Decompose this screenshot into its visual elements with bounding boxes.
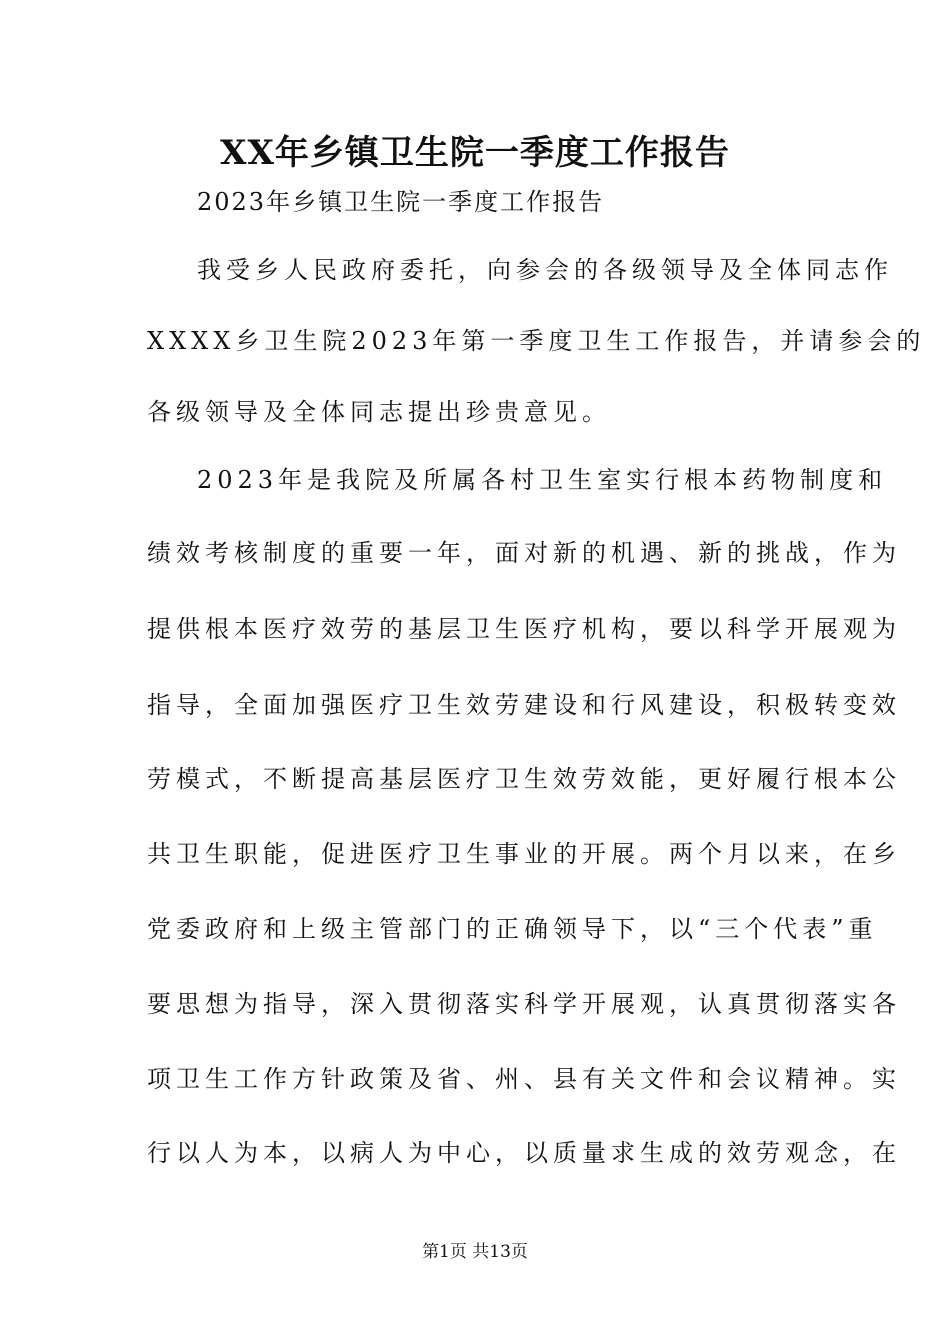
paragraph-2-line-5: 劳模式，不断提高基层医疗卫生效劳效能，更好履行根本公: [147, 765, 901, 793]
document-subtitle: 2023年乡镇卫生院一季度工作报告: [197, 188, 605, 216]
paragraph-2-line-9: 项卫生工作方针政策及省、州、县有关文件和会议精神。实: [147, 1065, 901, 1093]
paragraph-2-line-2: 绩效考核制度的重要一年，面对新的机遇、新的挑战，作为: [147, 539, 901, 567]
paragraph-2-line-7: 党委政府和上级主管部门的正确领导下，以“三个代表”重: [147, 915, 878, 943]
paragraph-1-line-3: 各级领导及全体同志提出珍贵意见。: [147, 398, 611, 426]
page-number-footer: 第1页 共13页: [422, 1242, 528, 1262]
paragraph-2-line-6: 共卫生职能，促进医疗卫生事业的开展。两个月以来，在乡: [147, 840, 901, 868]
paragraph-1-line-1: 我受乡人民政府委托，向参会的各级领导及全体同志作: [197, 256, 893, 284]
paragraph-2-line-3: 提供根本医疗效劳的基层卫生医疗机构，要以科学开展观为: [147, 615, 901, 643]
paragraph-2-line-8: 要思想为指导，深入贯彻落实科学开展观，认真贯彻落实各: [147, 990, 901, 1018]
paragraph-2-line-10: 行以人为本，以病人为中心，以质量求生成的效劳观念，在: [147, 1139, 901, 1167]
paragraph-1-line-2: XXXX乡卫生院2023年第一季度卫生工作报告，并请参会的: [147, 327, 926, 355]
paragraph-2-line-4: 指导，全面加强医疗卫生效劳建设和行风建设，积极转变效: [147, 691, 901, 719]
document-title: XX年乡镇卫生院一季度工作报告: [220, 133, 730, 173]
paragraph-2-line-1: 2023年是我院及所属各村卫生室实行根本药物制度和: [197, 466, 888, 494]
